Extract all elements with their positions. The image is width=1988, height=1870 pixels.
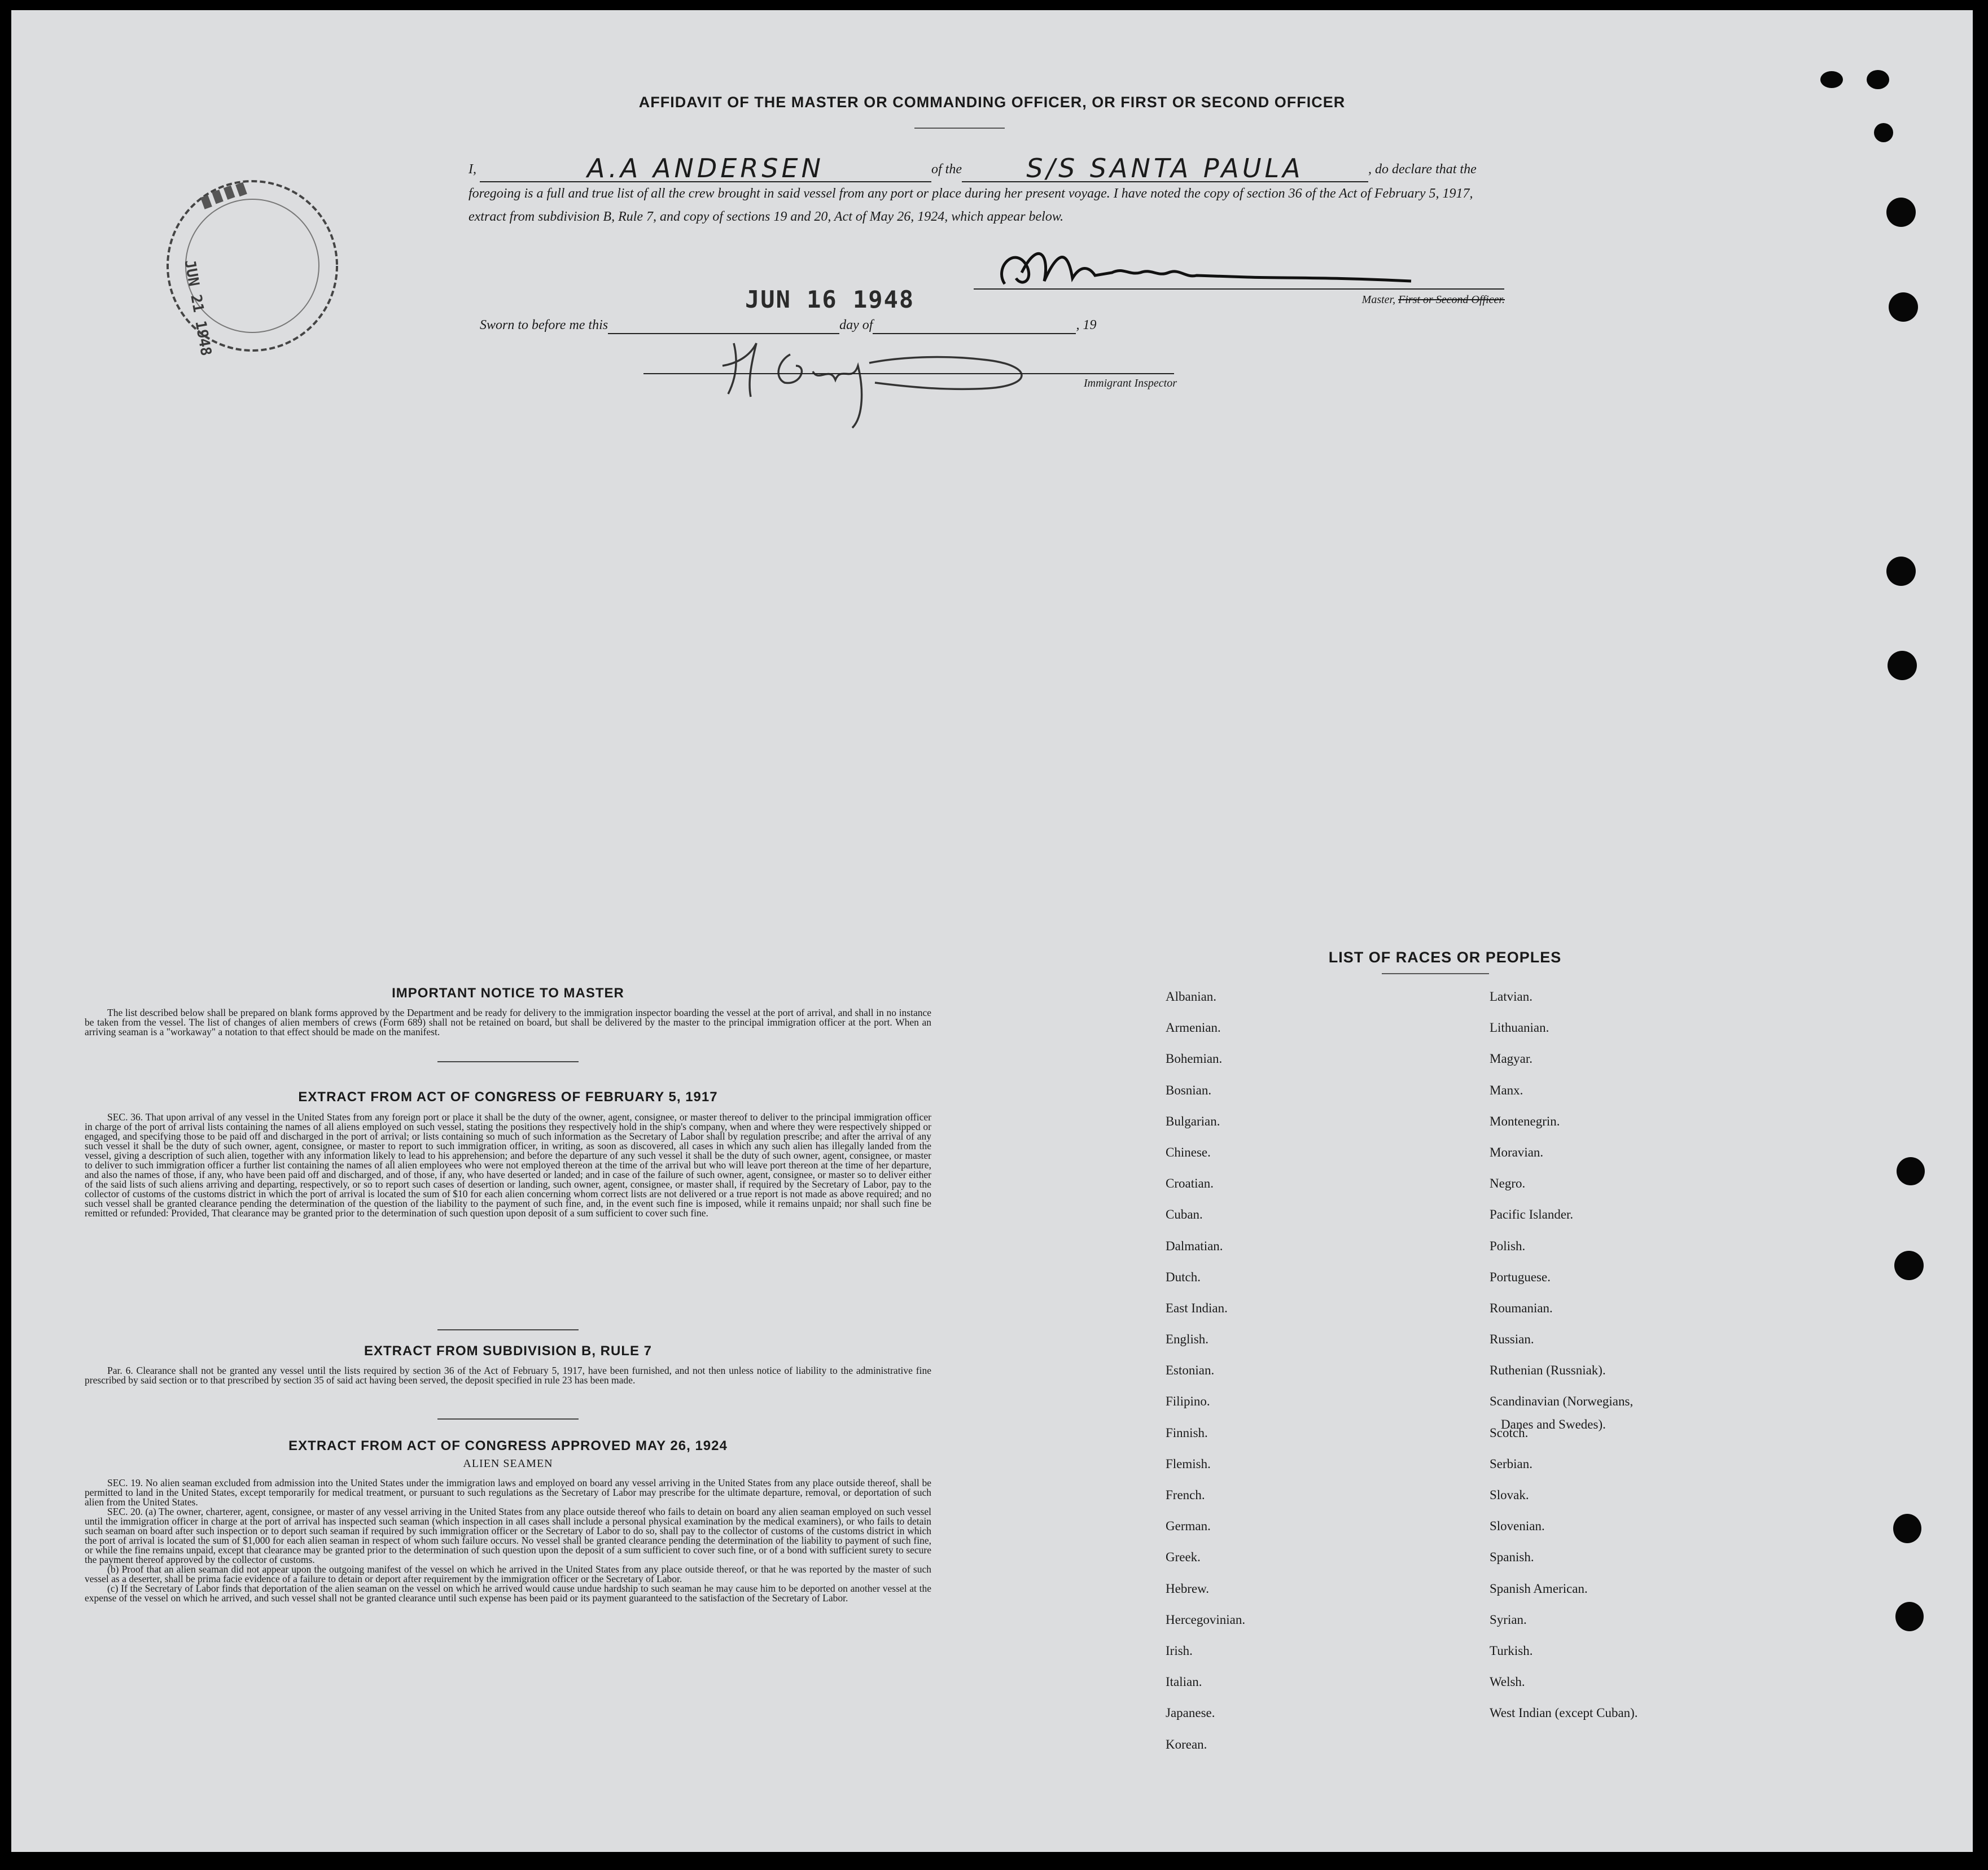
section-divider bbox=[437, 1418, 579, 1420]
important-notice-text bbox=[85, 1008, 931, 1037]
punch-hole bbox=[1820, 71, 1843, 88]
punch-hole bbox=[1894, 1251, 1924, 1280]
race-item: Moravian. bbox=[1490, 1145, 1544, 1159]
master-name-field bbox=[480, 153, 931, 183]
race-item: Bulgarian. bbox=[1166, 1114, 1220, 1128]
extract-1924-paragraph: (c) If the Secretary of Labor finds that deportation of the alien seaman on the vessel on which he arrived would cause undue hardship to such seaman he may cause him to be deported on another vessel at the expense of the vessel on which he arrived, and such vessel shall not be granted clearance until such expense has been paid or its payment guaranteed to the satisfaction of the Secretary of Labor. bbox=[85, 1583, 931, 1604]
extract-rule7-paragraph: Par. 6. Clearance shall not be granted any vessel until the lists required by section 36 of the Act of February 5, 1917, have been furnished, and not then unless notice of liability to the administrative fine prescribed by said section or to that prescribed by section 35 of said act having been served, the deposit specified in rule 23 has been made. bbox=[85, 1365, 931, 1386]
extract-1924-paragraph: SEC. 20. (a) The owner, charterer, agent, consignee, or master of any vessel arriving in the United States from any place outside thereof who fails to detain on board any alien seaman employed on such vessel until the immigration officer in charge at the port of arrival has inspected such seaman (which inspection in all cases shall include a personal physical examination by the medical examiners), or who fails to detain such seaman on board after such inspection or to deport such seaman if required by such immigration officer or the Secretary of Labor to do so, shall pay to the collector of customs of the customs district in which the port of arrival is located the sum of $1,000 for each alien seaman in respect of whom such failure occurs. No vessel shall be granted clearance pending the determination of the liability to payment of such fine, or while the fine remains unpaid, except that clearance may be granted prior to the determination of such question upon the deposit of a sum sufficient to cover such fine, or of a bond with sufficient surety to secure the payment thereof approved by the collector of customs. bbox=[85, 1506, 931, 1565]
extract-1917-text bbox=[85, 1113, 931, 1218]
declare-label: do declare bbox=[1375, 162, 1433, 177]
race-item: Greek. bbox=[1166, 1550, 1201, 1565]
race-item: Slovak. bbox=[1490, 1488, 1529, 1502]
race-item: Portuguese. bbox=[1490, 1269, 1551, 1284]
punch-hole bbox=[1886, 198, 1916, 227]
race-item-continuation: Danes and Swedes). bbox=[1501, 1417, 1606, 1431]
races-list-title: LIST OF RACES OR PEOPLES bbox=[1328, 949, 1562, 966]
race-item: Hercegovinian. bbox=[1166, 1612, 1246, 1627]
punch-hole bbox=[1897, 1157, 1925, 1185]
race-item: Negro. bbox=[1490, 1176, 1526, 1191]
race-item: Italian. bbox=[1166, 1675, 1202, 1689]
master-name-handwriting: A.A ANDERSEN bbox=[586, 153, 825, 183]
extract-1917-paragraph: SEC. 36. That upon arrival of any vessel in the United States from any foreign port or place it shall be the duty of the owner, agent, consignee, or master thereof to deliver to the principal immigration officer in charge of the port of arrival lists containing the names of all aliens employed on such vessel, stating the positions they respectively hold in the ship's company, when and where they were respectively shipped or engaged, and specifying those to be paid off and discharged in the port of arrival; or lists containing so much of such information as the Secretary of Labor shall by regulation prescribe; and after the arrival of any such vessel it shall be the duty of such owner, agent, consignee, or master to report to such immigration officer, in writing, as soon as discovered, all cases in which any such alien has illegally landed from the vessel, giving a description of such alien, together with any information likely to lead to his apprehension; and before the departure of any such vessel it shall be the duty of such owner, agent, consignee, or master to deliver to such immigration officer a further list containing the names of all alien employees who were not employed thereon at the time of the arrival but who will leave port thereon at the time of her departure, and also the names of those, if any, who have been paid off and discharged, and of those, if any, who have deserted or landed; and in case of the failure of such owner, agent, consignee, or master so to deliver either of the said lists of such aliens arriving and departing, respectively, or so to report such cases of desertion or landing, such owner, agent, consignee, or master shall, if required by the Secretary of Labor, pay to the collector of customs of the customs district in which the port of arrival is located the sum of $10 for each alien concerning whom correct lists are not delivered or a true report is not made as above required; and no such vessel shall be granted clearance pending the determination of the question of the liability to the payment of such fine, and, in the event such fine is imposed, while it remains unpaid; nor shall such fine be remitted or refunded: Provided, That clearance may be granted prior to the determination of such question upon deposit of a sum sufficient to cover such fine. bbox=[85, 1111, 931, 1219]
important-notice-paragraph: The list described below shall be prepared on blank forms approved by the Department and be ready for delivery to the immigration inspector boarding the vessel at the port of arrival, and shall in no instance be taken from the vessel. The list of changes of alien members of crews (Form 689) shall not be retained on board, but shall be delivered by the master to the principal immigration officer at the port. When an arriving seaman is a "workaway" a notation to that effect should be made on the manifest. bbox=[85, 1007, 931, 1037]
extract-rule7-title: EXTRACT FROM SUBDIVISION B, RULE 7 bbox=[364, 1343, 653, 1359]
race-item: Croatian. bbox=[1166, 1176, 1214, 1191]
extract-rule7-text bbox=[85, 1366, 931, 1385]
races-column-1 bbox=[1166, 988, 1245, 1767]
punch-hole bbox=[1874, 123, 1893, 142]
vessel-name-field bbox=[962, 153, 1368, 183]
important-notice-title: IMPORTANT NOTICE TO MASTER bbox=[392, 986, 624, 1001]
race-item: Scotch. bbox=[1490, 1425, 1529, 1440]
race-item: Roumanian. bbox=[1490, 1300, 1553, 1315]
officer-title-struck: First or Second Officer. bbox=[1398, 294, 1505, 306]
races-column-2 bbox=[1490, 988, 1638, 1736]
master-signature-line bbox=[974, 288, 1504, 290]
inspector-label: Immigrant Inspector bbox=[1084, 377, 1177, 389]
section-divider bbox=[437, 1061, 579, 1062]
of-the-label: of the bbox=[931, 162, 962, 177]
extract-1924-subtitle: ALIEN SEAMEN bbox=[463, 1457, 553, 1470]
declaration-prefix: I, bbox=[468, 162, 476, 177]
extract-1924-title: EXTRACT FROM ACT OF CONGRESS APPROVED MAY 26, 1924 bbox=[288, 1438, 728, 1453]
master-title: Master, bbox=[1361, 294, 1396, 306]
race-item: Slovenian. bbox=[1490, 1519, 1545, 1534]
inspector-signature-line bbox=[643, 373, 1174, 374]
races-title-divider bbox=[1382, 973, 1489, 974]
master-label bbox=[1287, 294, 1505, 306]
race-item: Montenegrin. bbox=[1490, 1114, 1560, 1128]
document-page bbox=[11, 10, 1973, 1852]
race-item: Filipino. bbox=[1166, 1394, 1210, 1409]
extract-1924-paragraph: SEC. 19. No alien seaman excluded from admission into the United States under the immigration laws and employed on board any vessel arriving in the United States from any place outside thereof, shall be permitted to land in the United States, except temporarily for medical treatment, or pursuant to such regulations as the Secretary of Labor may prescribe for the ultimate departure, removal, or deportation of such alien from the United States. bbox=[85, 1477, 931, 1508]
race-item: Armenian. bbox=[1166, 1021, 1221, 1035]
extract-1924-text bbox=[85, 1478, 931, 1603]
inspector-signature bbox=[717, 332, 1067, 433]
punch-hole bbox=[1893, 1514, 1921, 1543]
race-item: Russian. bbox=[1490, 1332, 1534, 1347]
race-item: Cuban. bbox=[1166, 1207, 1203, 1222]
race-item: Ruthenian (Russniak). bbox=[1490, 1363, 1606, 1378]
punch-hole bbox=[1886, 557, 1916, 586]
race-item: Flemish. bbox=[1166, 1456, 1211, 1471]
race-item: Korean. bbox=[1166, 1737, 1207, 1751]
race-item: Chinese. bbox=[1166, 1145, 1211, 1159]
sworn-prefix: Sworn to before me this bbox=[480, 318, 608, 332]
race-item: Manx. bbox=[1490, 1083, 1523, 1097]
race-item: West Indian (except Cuban). bbox=[1490, 1706, 1638, 1720]
race-item: Hebrew. bbox=[1166, 1581, 1210, 1596]
race-item: Welsh. bbox=[1490, 1675, 1525, 1689]
race-item: Lithuanian. bbox=[1490, 1021, 1549, 1035]
race-item: Syrian. bbox=[1490, 1612, 1527, 1627]
section-divider bbox=[437, 1329, 579, 1330]
punch-hole bbox=[1889, 292, 1918, 322]
race-item: English. bbox=[1166, 1332, 1209, 1347]
race-item: Scandinavian (Norwegians, bbox=[1490, 1394, 1634, 1409]
race-item: Pacific Islander. bbox=[1490, 1207, 1574, 1222]
round-stamp-date: JUN 21 1948 bbox=[181, 259, 214, 357]
vessel-name-handwriting: S/S SANTA PAULA bbox=[1026, 153, 1304, 183]
race-item: Magyar. bbox=[1490, 1052, 1533, 1066]
punch-hole bbox=[1888, 651, 1917, 680]
affidavit-declaration: I, A.A ANDERSEN of the S/S SANTA PAULA , do declare that the foregoing is a full and true list of all the crew brought in said vessel from any port or place during her present voyage. I have noted the copy of section 36 of the Act of February 5, 1917, extract from subdivision B, Rule 7, and copy of sections 19 and 20, Act of May 26, 1924, which appear below. bbox=[468, 153, 1477, 224]
race-item: Spanish American. bbox=[1490, 1581, 1588, 1596]
declaration-body: that the foregoing is a full and true list of all the crew brought in said vessel from any port or place during her present voyage. I have noted the copy of section 36 of the Act of February 5, 1917, extract from subdivision B, Rule 7, and copy of sections 19 and 20, Act of May 26, 1924, which appear below. bbox=[468, 162, 1477, 224]
race-item: Bohemian. bbox=[1166, 1052, 1223, 1066]
race-item: French. bbox=[1166, 1488, 1205, 1502]
race-item: Finnish. bbox=[1166, 1425, 1208, 1440]
title-divider bbox=[914, 128, 1005, 129]
extract-1917-title: EXTRACT FROM ACT OF CONGRESS OF FEBRUARY 5, 1917 bbox=[298, 1089, 718, 1105]
master-signature bbox=[982, 233, 1422, 295]
race-item: East Indian. bbox=[1166, 1300, 1228, 1315]
race-item: Dalmatian. bbox=[1166, 1238, 1223, 1253]
race-item: Estonian. bbox=[1166, 1363, 1215, 1378]
punch-hole bbox=[1895, 1602, 1924, 1631]
race-item: Bosnian. bbox=[1166, 1083, 1212, 1097]
race-item: German. bbox=[1166, 1519, 1211, 1534]
punch-hole bbox=[1867, 70, 1889, 89]
race-item: Spanish. bbox=[1490, 1550, 1534, 1565]
race-item: Latvian. bbox=[1490, 989, 1532, 1004]
day-of-label: day of bbox=[839, 318, 873, 332]
race-item: Japanese. bbox=[1166, 1706, 1215, 1720]
race-item: Turkish. bbox=[1490, 1643, 1533, 1658]
race-item: Irish. bbox=[1166, 1643, 1193, 1658]
date-stamp: JUN 16 1948 bbox=[745, 286, 915, 313]
year-prefix: , 19 bbox=[1076, 318, 1097, 332]
race-item: Dutch. bbox=[1166, 1269, 1201, 1284]
race-item: Serbian. bbox=[1490, 1456, 1533, 1471]
affidavit-title: AFFIDAVIT OF THE MASTER OR COMMANDING OFFICER, OR FIRST OR SECOND OFFICER bbox=[638, 94, 1346, 111]
extract-1924-paragraph: (b) Proof that an alien seaman did not appear upon the outgoing manifest of the vessel on which he arrived in the United States from any place outside thereof, or that he was reported by the master of such vessel as a deserter, shall be prima facie evidence of a failure to detain or deport after requirement by the immigration officer or the Secretary of Labor. bbox=[85, 1564, 931, 1584]
race-item: Polish. bbox=[1490, 1238, 1526, 1253]
race-item: Albanian. bbox=[1166, 989, 1217, 1004]
